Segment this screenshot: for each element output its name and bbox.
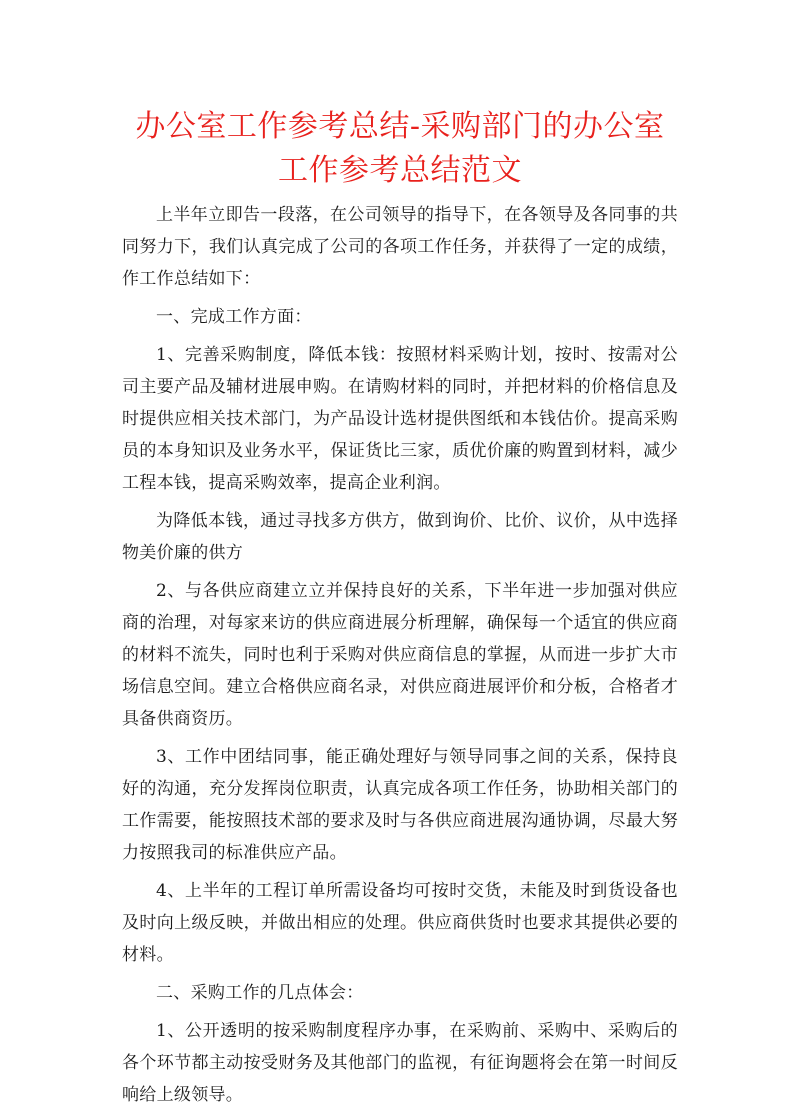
paragraph-item-1: 1、完善采购制度，降低本钱：按照材料采购计划，按时、按需对公司主要产品及辅材进展申购。在请购材料的同时，并把材料的价格信息及时提供应相关技术部门，为产品设计选材提供图纸和本钱估价。提高采购员的本身知识及业务水平，保证货比三家，质优价廉的购置到材料，减少工程本钱，提高采购效率，提高企业利润。 xyxy=(122,345,678,493)
paragraph-cost-reduction: 为降低本钱，通过寻找多方供方，做到询价、比价、议价，从中选择物美价廉的供方 xyxy=(122,511,678,563)
paragraph-experience-1: 1、公开透明的按采购制度程序办事，在采购前、采购中、采购后的各个环节都主动按受财务及其他部门的监视，有征询题将会在第一时间反响给上级领导。 xyxy=(122,1021,678,1105)
document-body xyxy=(122,199,678,1111)
paragraph-intro: 上半年立即告一段落，在公司领导的指导下，在各领导及各同事的共同努力下，我们认真完成了公司的各项工作任务，并获得了一定的成绩，作工作总结如下： xyxy=(122,205,678,289)
paragraph-item-3: 3、工作中团结同事，能正确处理好与领导同事之间的关系，保持良好的沟通，充分发挥岗位职责，认真完成各项工作任务，协助相关部门的工作需要，能按照技术部的要求及时与各供应商进展沟通协调，尽最大努力按照我司的标准供应产品。 xyxy=(122,747,678,863)
paragraph-item-4: 4、上半年的工程订单所需设备均可按时交货，未能及时到货设备也及时向上级反映，并做出相应的处理。供应商供货时也要求其提供必要的材料。 xyxy=(122,881,678,965)
section-heading-completed-work: 一、完成工作方面： xyxy=(156,307,312,327)
section-heading-experience: 二、采购工作的几点体会： xyxy=(156,983,364,1003)
paragraph-item-2: 2、与各供应商建立立并保持良好的关系，下半年进一步加强对供应商的治理，对每家来访的供应商进展分析理解，确保每一个适宜的供应商的材料不流失，同时也利于采购对供应商信息的掌握，从而进一步扩大市场信息空间。建立合格供应商名录，对供应商进展评价和分板，合格者才具备供商资历。 xyxy=(122,581,678,729)
document-title: 办公室工作参考总结-采购部门的办公室工作参考总结范文 xyxy=(135,109,665,188)
